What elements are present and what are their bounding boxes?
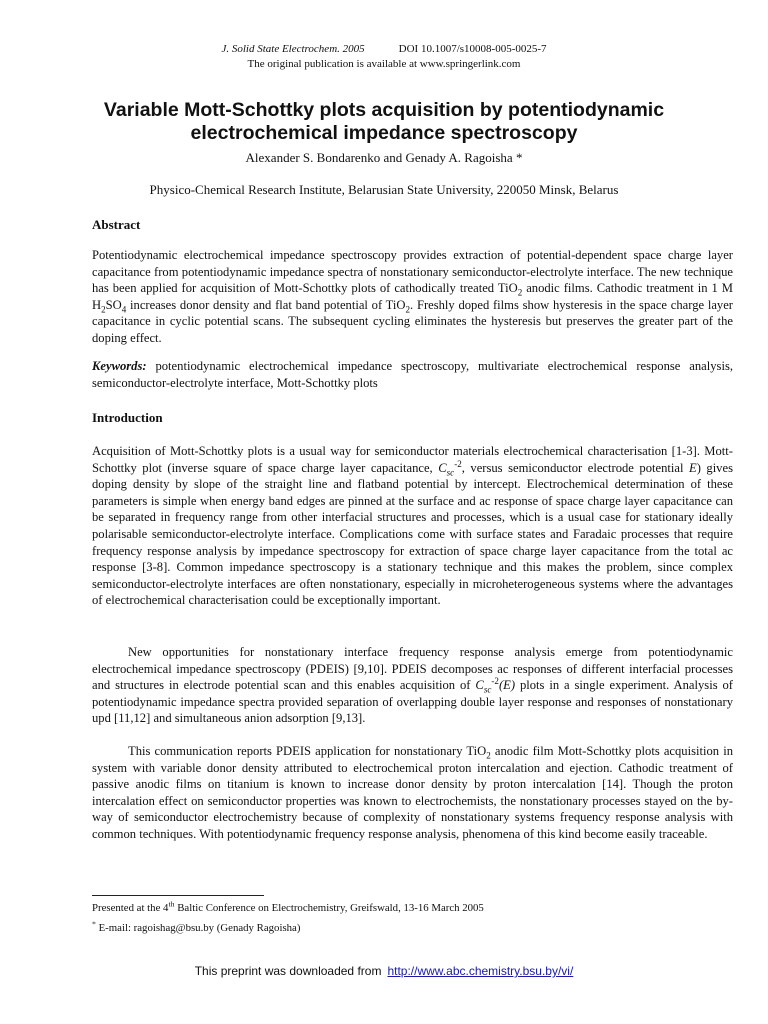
abstract-heading: Abstract [92,217,141,232]
keywords-label: Keywords: [92,359,147,373]
abstract-text: Potentiodynamic electrochemical impedance spectroscopy provides extraction of potential-dependent space charge layer capacitance from potentiodynamic impedance spectra of nonstationary semiconductor-electrolyte interface. The new technique has been applied for acquisition of Mott-Schottky plots of cathodically treated TiO$_2$ anodic films. Cathodic treatment in 1 M $H_2SO_4$ increases donor density and flat band potential of TiO$_2$. Freshly doped films show hysteresis in the space charge layer capacitance in cyclic potential scans. The subsequent cycling eliminates the hysteresis but preserves the greater part of the doping effect. [92,248,733,345]
footnote-divider [92,895,264,896]
introduction-paragraph-1: Acquisition of Mott-Schottky plots is a usual way for semiconductor materials electrochemical characterisation [1-3]. Mott-Schottky plot (inverse square of space charge layer capacitance, $C_{sc}^{-2}$, versus semiconductor electrode potential E) gives doping density by slope of the straight line and flatband potential by intercept. Electrochemical determination of these parameters is simple when energy band edges are pinned at the surface and ac response of space charge layer capacitance can be separated in frequency range from other interfacial structures and processes, which is a usual case for stationary ideally polarisable semiconductor-electrolyte interface. Complications come with surface states and Faradaic processes that require frequency response analysis by impedance spectroscopy for extraction of space charge layer capacitance from the total ac response [3-8]. Common impedance spectroscopy is a stationary technique and this makes the problem, since complex semiconductor-electrolyte interfaces are often nonstationary, especially in microheterogeneous systems where the advantages of electrochemical characterisation could be exceptionally important. [92,444,733,608]
availability-note: The original publication is available at www.springerlink.com [247,58,521,70]
authors: Alexander S. Bondarenko and Genady A. Ragoisha * [245,150,523,165]
title-line-1: Variable Mott-Schottky plots acquisition by potentiodynamic [103,99,665,121]
introduction-paragraph-2: New opportunities for nonstationary interface frequency response analysis emerge from potentiodynamic electrochemical impedance spectroscopy (PDEIS) [9,10]. PDEIS decomposes ac responses of different interfacial processes and structures in electrode potential scan and this enables acquisition of $C_{sc}^{-2}(E)$ plots in a single experiment. Analysis of potentiodynamic impedance spectra provided separation of overlapping double layer response and responses of nonstationary upd [11,12] and simultaneous anion adsorption [9,13]. [92,645,734,726]
introduction-paragraph-3: This communication reports PDEIS application for nonstationary TiO$_2$ anodic film Mott-Schottky plots acquisition in system with variable donor density attributed to electrochemical proton intercalation and ejection. Cathodic treatment of passive anodic films on titanium is known to increase donor density by proton intercalation [14]. Though the proton intercalation effect on semiconductor properties was known to electrochemists, the nonstationary processes stayed on the by-way of semiconductor electrochemistry because of complexity of nonstationary systems frequency response analysis with common techniques. With potentiodynamic frequency response analysis, phenomena of this kind become easily traceable. [92,744,733,841]
paper-title [60,99,708,145]
footer-text: This preprint was downloaded from [194,964,382,978]
journal-citation: J. Solid State Electrochem. 2005 [221,43,365,55]
affiliation: Physico-Chemical Research Institute, Belarusian State University, 220050 Minsk, Belarus [149,182,619,197]
footnote-conference: Presented at the 4th Baltic Conference on Electrochemistry, Greifswald, 13-16 March 2005 [92,899,484,914]
keywords-text: potentiodynamic electrochemical impedance spectroscopy, multivariate electrochemical response analysis, semiconductor-electrolyte interface, Mott-Schottky plots [92,359,733,390]
introduction-heading: Introduction [92,410,163,425]
doi: DOI 10.1007/s10008-005-0025-7 [398,43,547,55]
title-line-2: electrochemical impedance spectroscopy [190,122,578,144]
footnote-email: * E-mail: ragoishag@bsu.by (Genady Ragoisha) [92,919,301,934]
download-footer [0,964,768,978]
preprint-link[interactable]: http://www.abc.chemistry.bsu.by/vi/ [387,964,574,978]
journal-header [0,43,768,55]
keywords [92,358,733,391]
